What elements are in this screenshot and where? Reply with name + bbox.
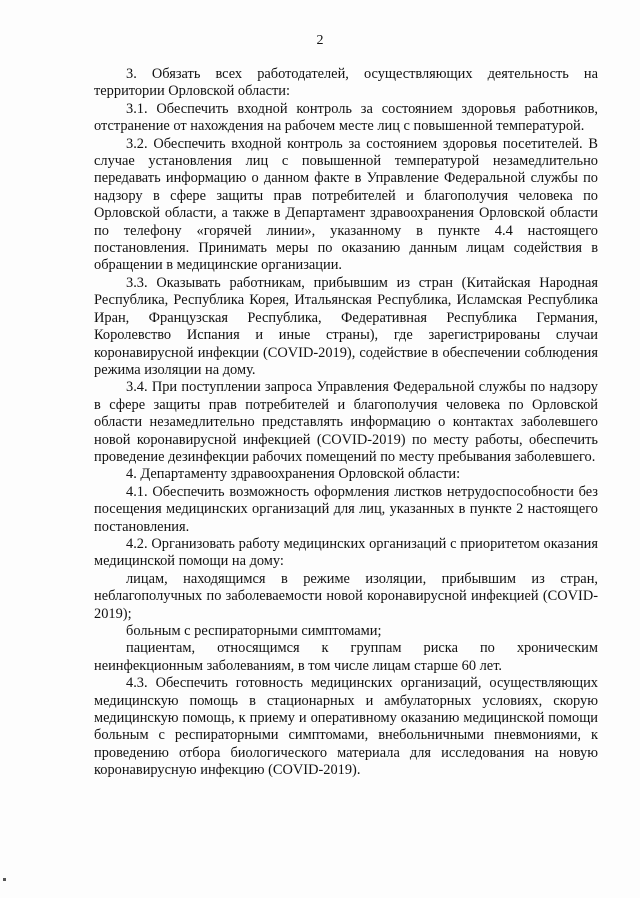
document-body (94, 66, 598, 780)
paragraph-3-4: 3.4. При поступлении запроса Управления Федеральной службы по надзору в сфере защиты прав потребителей и благополучия человека по Орловской области незамедлительно представлять информацию о контактах заболевшего новой коронавирусной инфекцией (COVID-2019) по месту работы, обеспечить проведение дезинфекции рабочих помещений по месту пребывания заболевшего. (94, 379, 598, 465)
paragraph-3: 3. Обязать всех работодателей, осуществляющих деятельность на территории Орловской области: (94, 66, 598, 100)
list-item-risk-group-patients: пациентам, относящимся к группам риска по хроническим неинфекционным заболеваниям, в том числе лицам старше 60 лет. (94, 640, 598, 674)
paragraph-4-1: 4.1. Обеспечить возможность оформления листков нетрудоспособности без посещения медицинских организаций для лиц, указанных в пункте 2 настоящего постановления. (94, 483, 598, 535)
paragraph-4-2: 4.2. Организовать работу медицинских организаций с приоритетом оказания медицинской помощи на дому: (94, 535, 598, 570)
paragraph-4: 4. Департаменту здравоохранения Орловской области: (126, 466, 461, 483)
list-item-isolated-persons: лицам, находящимся в режиме изоляции, прибывшим из стран, неблагополучных по заболеваемости новой коронавирусной инфекцией (COVID-2019); (94, 570, 598, 622)
paragraph-4-3: 4.3. Обеспечить готовность медицинских организаций, осуществляющих медицинскую помощь в стационарных и амбулаторных условиях, скорую медицинскую помощь, к приему и оперативному оказанию медицинской помощи больным с респираторными симптомами, внебольничными пневмониями, к проведению отбора биологического материала для исследования на новую коронавирусную инфекцию (COVID-2019). (94, 675, 598, 779)
paragraph-3-3: 3.3. Оказывать работникам, прибывшим из стран (Китайская Народная Республика, Республика Корея, Итальянская Республика, Исламская Республика Иран, Французская Республика, Федеративная Республика Германия, Королевство Испания и иные страны), где зарегистрированы случаи коронавирусной инфекции (COVID-2019), содействие в обеспечении соблюдения режима изоляции на дому. (94, 274, 598, 378)
paragraph-3-2: 3.2. Обеспечить входной контроль за состоянием здоровья посетителей. В случае установления лиц с повышенной температурой незамедлительно передавать информацию о данном факте в Управление Федеральной службы по надзору в сфере защиты прав потребителей и благополучия человека по Орловской области, а также в Департамент здравоохранения Орловской области по телефону «горячей линии», указанному в пункте 4.4 настоящего постановления. Принимать меры по оказанию данным лицам содействия в обращении в медицинские организации. (94, 135, 598, 274)
paragraph-3-1: 3.1. Обеспечить входной контроль за состоянием здоровья работников, отстранение от нахождения на рабочем месте лиц с повышенной температурой. (94, 100, 598, 135)
list-item-respiratory-patients: больным с респираторными симптомами; (126, 623, 382, 639)
page-number: 2 (316, 33, 324, 48)
scan-artifact-dot (3, 878, 6, 881)
